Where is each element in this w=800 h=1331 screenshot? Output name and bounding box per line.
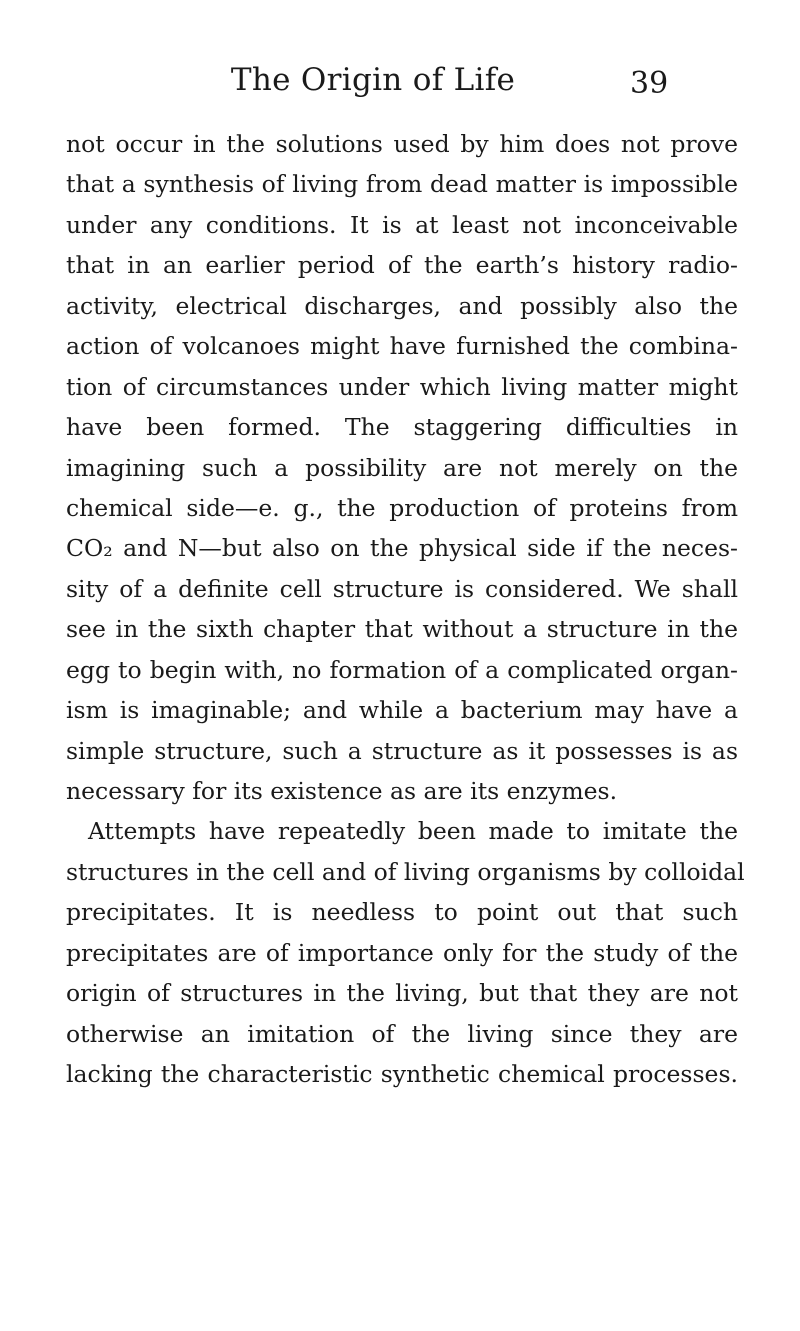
- text-line: precipitates. It is needless to point out that such: [66, 898, 738, 927]
- text-line: tion of circumstances under which living matter might: [66, 372, 738, 401]
- text-line: sity of a definite cell structure is considered. We shall: [66, 574, 738, 603]
- text-line: necessary for its existence as are its enzymes.: [66, 777, 618, 805]
- text-line: lacking the characteristic synthetic chemical processes.: [66, 1060, 738, 1089]
- running-head: [66, 62, 680, 102]
- page-number: 39: [630, 66, 669, 101]
- body-text: [66, 124, 745, 1095]
- text-line: chemical side—e. g., the production of proteins from: [66, 493, 738, 522]
- text-line: that a synthesis of living from dead matter is impossible: [66, 170, 738, 199]
- text-line: precipitates are of importance only for the study of the: [66, 938, 738, 967]
- text-line: action of volcanoes might have furnished the combina-: [66, 332, 738, 361]
- text-line: origin of structures in the living, but that they are not: [66, 979, 738, 1008]
- running-title: The Origin of Life: [230, 62, 516, 98]
- text-line: see in the sixth chapter that without a structure in the: [66, 615, 738, 644]
- text-line: egg to begin with, no formation of a complicated organ-: [66, 655, 738, 684]
- text-line: have been formed. The staggering difficulties in: [66, 413, 738, 442]
- text-line: that in an earlier period of the earth’s history radio-: [66, 251, 738, 280]
- text-line: under any conditions. It is at least not inconceivable: [66, 210, 738, 239]
- text-line: otherwise an imitation of the living since they are: [66, 1019, 738, 1048]
- text-line: not occur in the solutions used by him does not prove: [66, 130, 738, 158]
- text-line: imagining such a possibility are not merely on the: [66, 453, 738, 482]
- text-line: simple structure, such a structure as it possesses is as: [66, 736, 738, 765]
- text-line: ism is imaginable; and while a bacterium may have a: [66, 696, 738, 725]
- text-line: activity, electrical discharges, and possibly also the: [66, 291, 738, 320]
- text-line: Attempts have repeatedly been made to imitate the: [88, 817, 738, 846]
- text-line: structures in the cell and of living organisms by colloidal: [66, 857, 745, 886]
- text-line: CO₂ and N—but also on the physical side if the neces-: [66, 534, 738, 563]
